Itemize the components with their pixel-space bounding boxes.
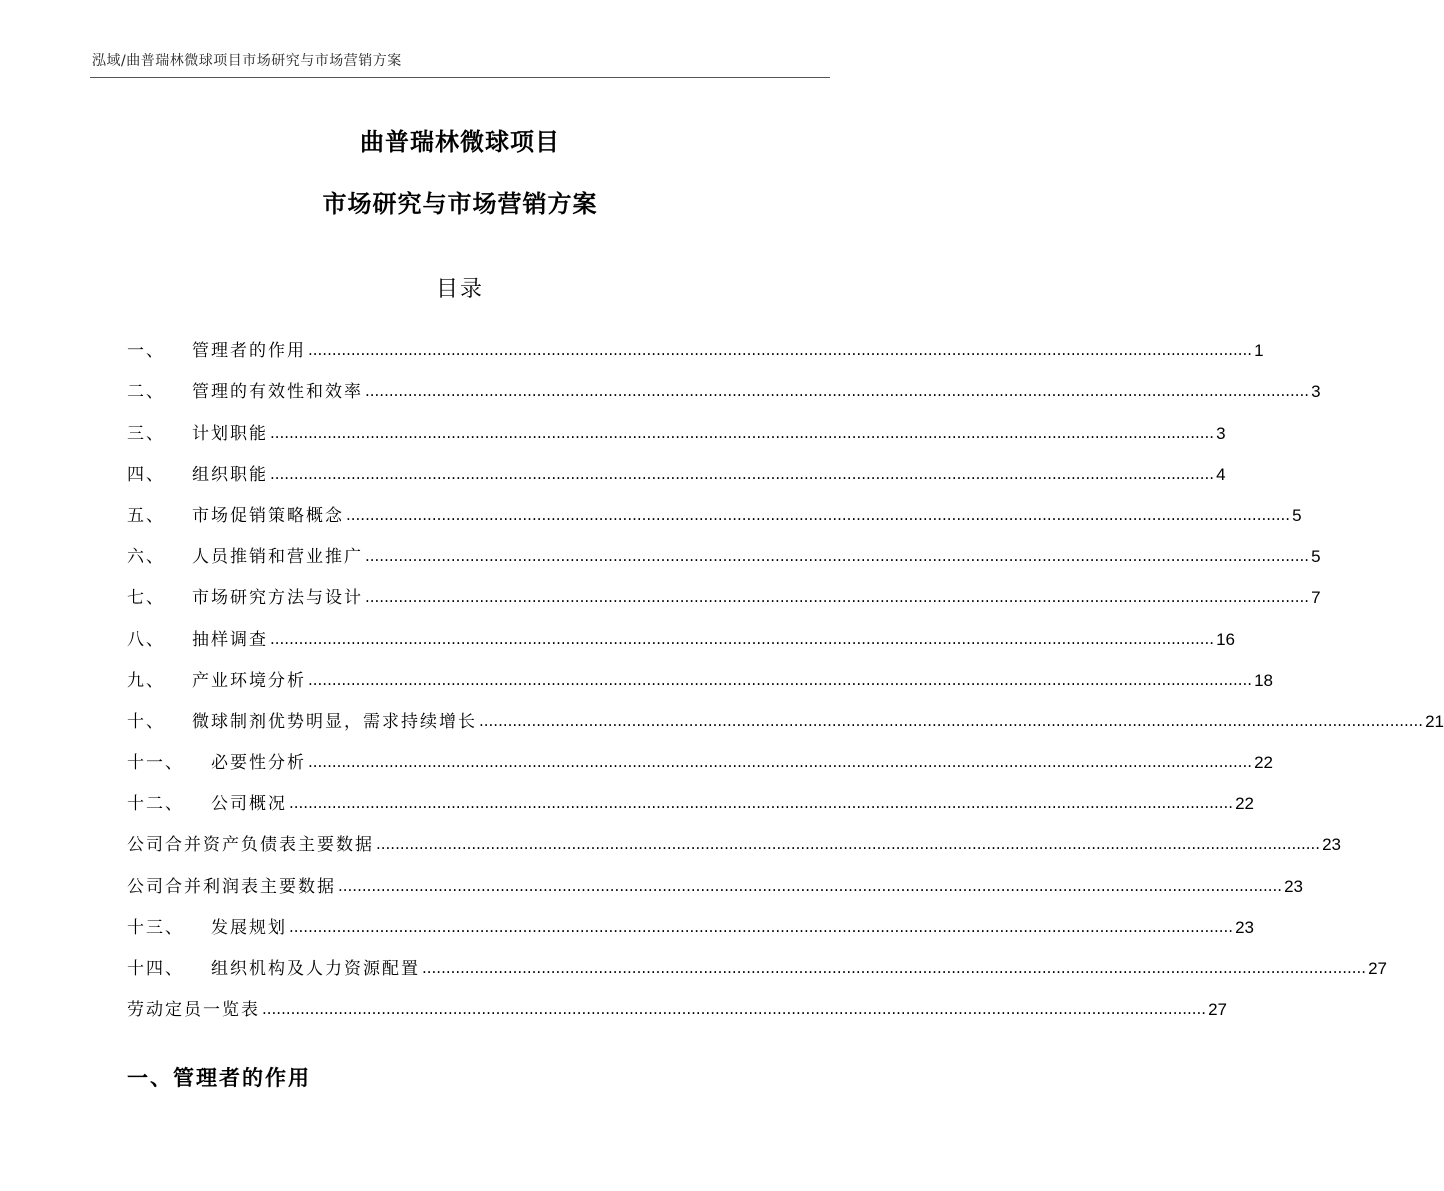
toc-entry-label: 组织机构及人力资源配置 xyxy=(211,959,420,979)
toc-entry-number: 十二、 xyxy=(127,794,184,815)
toc-entry[interactable] xyxy=(127,361,1321,403)
table-of-contents xyxy=(127,320,1444,1021)
toc-leader-dots: ...................................................................................................................................................................................................... xyxy=(365,588,1310,607)
toc-entry-label: 市场研究方法与设计 xyxy=(192,588,363,609)
toc-entry-label: 发展规划 xyxy=(211,917,287,938)
toc-entry[interactable] xyxy=(127,979,1227,1021)
toc-entry-label: 劳动定员一览表 xyxy=(127,1000,260,1021)
toc-entry-number: 四、 xyxy=(127,464,165,485)
toc-entry[interactable] xyxy=(127,402,1226,444)
toc-entry-page: 22 xyxy=(1254,753,1273,773)
toc-entry-label: 产业环境分析 xyxy=(192,670,306,691)
toc-entry[interactable] xyxy=(127,897,1254,938)
toc-entry-page: 21 xyxy=(1425,711,1444,731)
toc-leader-dots: ...................................................................................................................................................................................................... xyxy=(338,876,1283,895)
document-title-line-2: 市场研究与市场营销方案 xyxy=(322,190,598,218)
toc-entry-page: 7 xyxy=(1311,588,1321,608)
document-title-line-1: 曲普瑞林微球项目 xyxy=(360,128,560,156)
toc-leader-dots: ...................................................................................................................................................................................................... xyxy=(270,423,1215,442)
toc-leader-dots: ...................................................................................................................................................................................................... xyxy=(308,753,1253,772)
toc-entry-number: 一、 xyxy=(127,341,165,362)
toc-entry-label: 公司概况 xyxy=(211,794,287,815)
toc-entry-number: 十四、 xyxy=(127,959,184,979)
toc-leader-dots: ...................................................................................................................................................................................................... xyxy=(270,464,1215,483)
toc-leader-dots: ...................................................................................................................................................................................................... xyxy=(289,917,1234,936)
toc-entry[interactable] xyxy=(127,691,1444,732)
toc-entry-label: 必要性分析 xyxy=(211,753,306,774)
toc-entry[interactable] xyxy=(127,814,1341,856)
toc-entry-number: 六、 xyxy=(127,547,165,568)
toc-entry[interactable] xyxy=(127,650,1273,691)
toc-entry-page: 16 xyxy=(1216,629,1235,649)
toc-leader-dots: ...................................................................................................................................................................................................... xyxy=(270,629,1215,648)
toc-entry-label: 微球制剂优势明显，需求持续增长 xyxy=(192,711,477,732)
toc-entry-label: 市场促销策略概念 xyxy=(192,505,344,526)
toc-entry[interactable] xyxy=(127,485,1302,526)
toc-entry-number: 八、 xyxy=(127,629,165,650)
toc-entry-page: 23 xyxy=(1284,876,1303,896)
toc-entry-page: 1 xyxy=(1254,341,1264,361)
toc-entry-number: 十三、 xyxy=(127,917,184,938)
toc-leader-dots: ...................................................................................................................................................................................................... xyxy=(365,382,1310,401)
toc-entry-label: 管理者的作用 xyxy=(192,341,306,362)
toc-entry-label: 人员推销和营业推广 xyxy=(192,547,363,568)
toc-entry-page: 3 xyxy=(1216,423,1226,443)
toc-entry-number: 十、 xyxy=(127,711,165,732)
toc-entry-label: 抽样调查 xyxy=(192,629,268,650)
toc-entry-label: 组织职能 xyxy=(192,464,268,485)
toc-leader-dots: ...................................................................................................................................................................................................... xyxy=(422,959,1367,977)
toc-entry[interactable] xyxy=(127,773,1254,815)
toc-entry-number: 十一、 xyxy=(127,753,184,774)
toc-entry-page: 27 xyxy=(1368,959,1387,978)
toc-entry-label: 计划职能 xyxy=(192,423,268,444)
toc-entry-label: 管理的有效性和效率 xyxy=(192,382,363,403)
toc-entry-number: 二、 xyxy=(127,382,165,403)
header-rule xyxy=(90,77,830,78)
running-header: 泓域/曲普瑞林微球项目市场研究与市场营销方案 xyxy=(92,53,402,69)
toc-leader-dots: ...................................................................................................................................................................................................... xyxy=(376,835,1321,854)
toc-entry-page: 27 xyxy=(1208,1000,1227,1020)
toc-entry-page: 18 xyxy=(1254,670,1273,690)
toc-entry-page: 22 xyxy=(1235,794,1254,814)
toc-entry-label: 公司合并利润表主要数据 xyxy=(127,876,336,897)
toc-leader-dots: ...................................................................................................................................................................................................... xyxy=(289,794,1234,813)
toc-entry[interactable] xyxy=(127,855,1303,897)
toc-entry[interactable] xyxy=(127,608,1235,650)
toc-entry-page: 23 xyxy=(1322,835,1341,855)
toc-entry-page: 5 xyxy=(1292,505,1302,525)
toc-leader-dots: ...................................................................................................................................................................................................... xyxy=(365,547,1310,566)
toc-entry[interactable] xyxy=(127,526,1321,568)
toc-entry-number: 七、 xyxy=(127,588,165,609)
toc-entry-page: 4 xyxy=(1216,464,1226,484)
toc-entry-page: 23 xyxy=(1235,917,1254,937)
toc-entry[interactable] xyxy=(127,444,1226,485)
toc-entry[interactable] xyxy=(127,567,1321,609)
toc-entry[interactable] xyxy=(127,938,1387,979)
toc-leader-dots: ...................................................................................................................................................................................................... xyxy=(308,341,1253,360)
section-heading: 一、管理者的作用 xyxy=(127,1066,311,1090)
toc-entry[interactable] xyxy=(127,320,1264,362)
toc-entry-number: 三、 xyxy=(127,423,165,444)
toc-entry[interactable] xyxy=(127,732,1273,774)
toc-leader-dots: ...................................................................................................................................................................................................... xyxy=(262,1000,1207,1019)
toc-entry-number: 五、 xyxy=(127,505,165,526)
toc-leader-dots: ...................................................................................................................................................................................................... xyxy=(308,670,1253,689)
toc-leader-dots: ...................................................................................................................................................................................................... xyxy=(479,711,1424,730)
toc-entry-page: 3 xyxy=(1311,382,1321,402)
toc-entry-label: 公司合并资产负债表主要数据 xyxy=(127,835,374,856)
toc-entry-page: 5 xyxy=(1311,547,1321,567)
toc-entry-number: 九、 xyxy=(127,670,165,691)
toc-heading: 目录 xyxy=(435,277,484,302)
toc-leader-dots: ...................................................................................................................................................................................................... xyxy=(346,505,1291,524)
